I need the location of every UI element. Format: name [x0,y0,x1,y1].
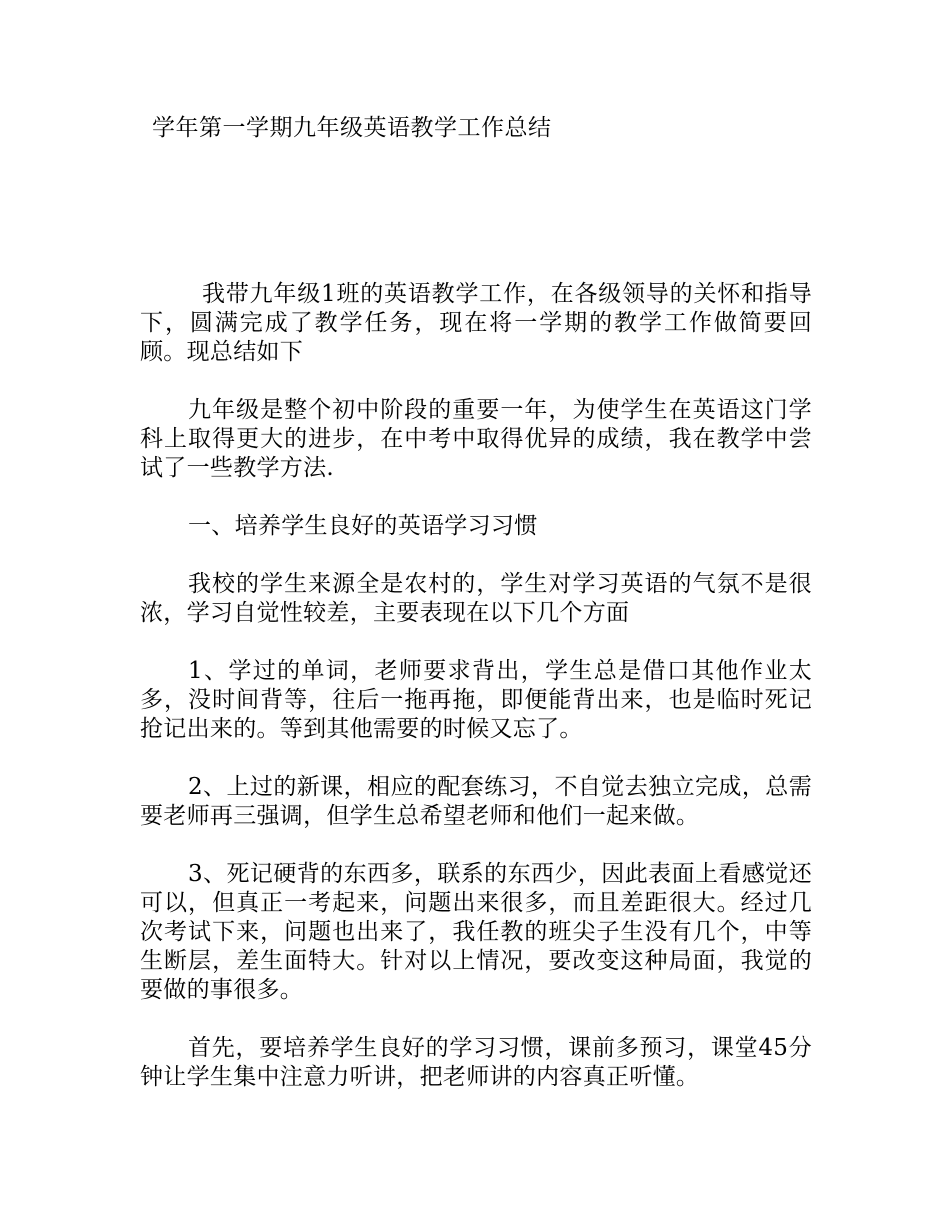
paragraph-first-measure: 首先，要培养学生良好的学习习惯，课前多预习，课堂45分钟让学生集中注意力听讲，把老师讲的内容真正听懂。 [140,1035,812,1090]
paragraph-point-2: 2、上过的新课，相应的配套练习，不自觉去独立完成，总需要老师再三强调，但学生总希望老师和他们一起来做。 [140,774,812,829]
section-heading-habits: 一、培养学生良好的英语学习习惯 [188,513,538,539]
paragraph-point-1: 1、学过的单词，老师要求背出，学生总是借口其他作业太多，没时间背等，往后一拖再拖，即便能背出来，也是临时死记抢记出来的。等到其他需要的时候又忘了。 [140,658,812,742]
document-body [140,280,812,1121]
document-title: 学年第一学期九年级英语教学工作总结 [152,115,552,141]
paragraph-students-background: 我校的学生来源全是农村的，学生对学习英语的气氛不是很浓，学习自觉性较差，主要表现在以下几个方面 [140,571,812,626]
paragraph-point-3: 3、死记硬背的东西多，联系的东西少，因此表面上看感觉还可以，但真正一考起来，问题出来很多，而且差距很大。经过几次考试下来，问题也出来了，我任教的班尖子生没有几个，中等生断层，差生面特大。针对以上情况，要改变这种局面，我觉的要做的事很多。 [140,861,812,1003]
paragraph-grade-nine: 九年级是整个初中阶段的重要一年，为使学生在英语这门学科上取得更大的进步，在中考中取得优异的成绩，我在教学中尝试了一些教学方法. [140,397,812,481]
paragraph-intro: 我带九年级1班的英语教学工作，在各级领导的关怀和指导下，圆满完成了教学任务，现在将一学期的教学工作做简要回顾。现总结如下 [140,281,812,365]
